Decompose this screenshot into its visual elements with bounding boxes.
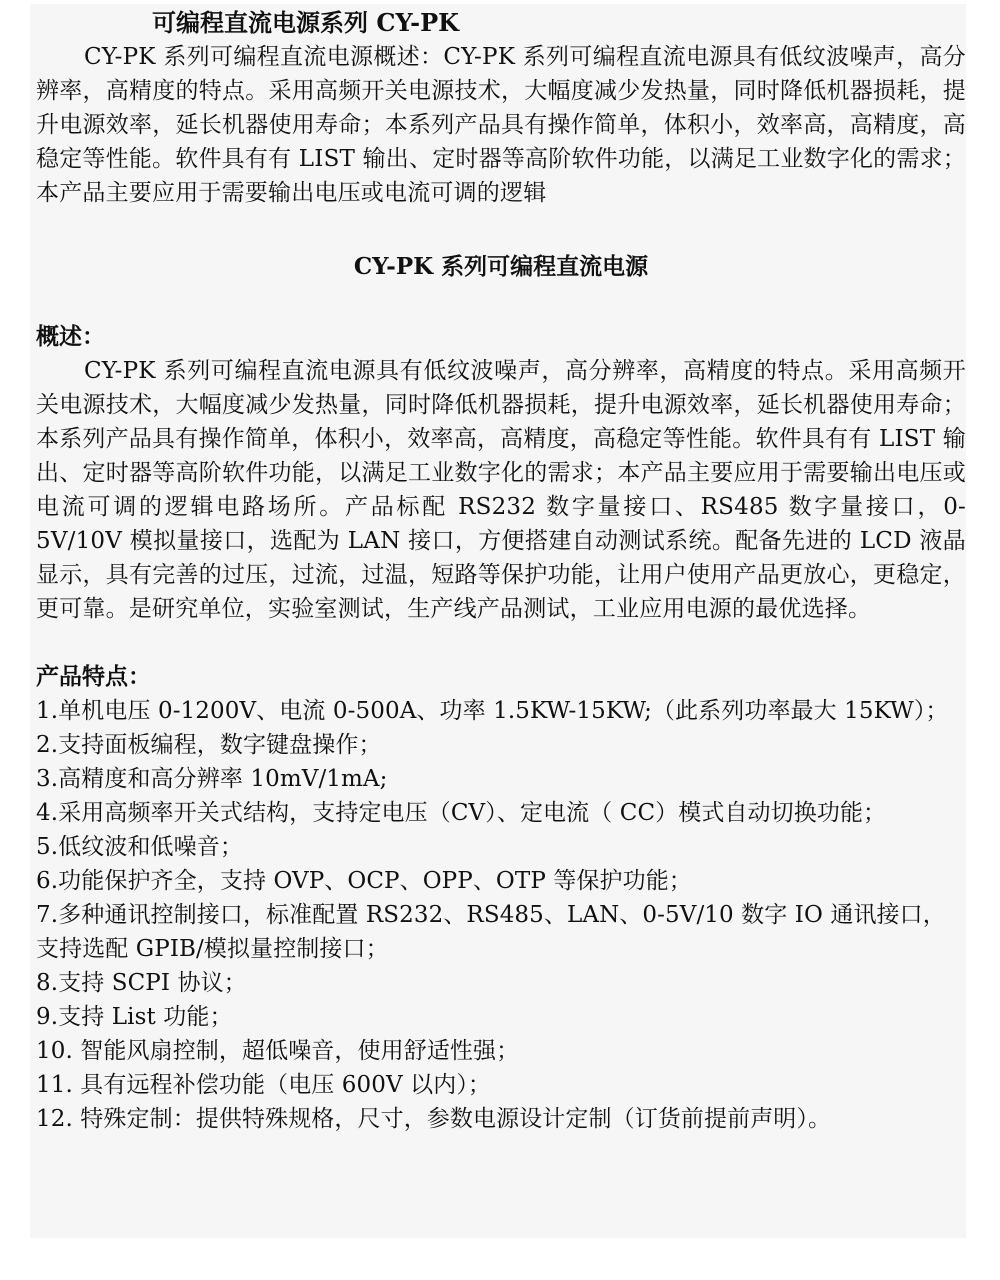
feature-item: 1.单机电压 0-1200V、电流 0-500A、功率 1.5KW-15KW;（此系列功率最大 15KW）； xyxy=(36,698,949,724)
intro-paragraph: CY-PK 系列可编程直流电源概述：CY-PK 系列可编程直流电源具有低纹波噪声，高分辨率，高精度的特点。采用高频开关电源技术，大幅度减少发热量，同时降低机器损耗，提升电源效率，延长机器使用寿命；本系列产品具有操作简单，体积小，效率高，高精度，高稳定等性能。软件具有有 LIST 输出、定时器等高阶软件功能，以满足工业数字化的需求；本产品主要应用于需要输出电压或电流可调的逻辑 xyxy=(36,44,966,206)
feature-item: 6.功能保护齐全，支持 OVP、OCP、OPP、OTP 等保护功能； xyxy=(36,868,692,894)
feature-item: 11. 具有远程补偿功能（电压 600V 以内）； xyxy=(36,1072,492,1098)
feature-item: 12. 特殊定制：提供特殊规格，尺寸，参数电源设计定制（订货前提前声明）。 xyxy=(36,1106,832,1132)
overview-heading: 概述： xyxy=(36,323,105,350)
feature-item: 5.低纹波和低噪音； xyxy=(36,834,243,860)
features-heading: 产品特点： xyxy=(36,663,151,690)
document-content xyxy=(36,6,966,1136)
feature-item: 8.支持 SCPI 协议； xyxy=(36,970,247,996)
features-list xyxy=(36,694,966,1136)
feature-item: 4.采用高频率开关式结构，支持定电压（CV）、定电流（ CC）模式自动切换功能； xyxy=(36,800,887,826)
feature-item: 3.高精度和高分辨率 10mV/1mA; xyxy=(36,766,388,792)
document-title: 可编程直流电源系列 CY-PK xyxy=(152,8,460,37)
section-title: CY-PK 系列可编程直流电源 xyxy=(353,253,649,280)
feature-item: 2.支持面板编程，数字键盘操作； xyxy=(36,732,382,758)
feature-item: 10. 智能风扇控制，超低噪音，使用舒适性强； xyxy=(36,1038,520,1064)
feature-item: 9.支持 List 功能； xyxy=(36,1004,233,1030)
overview-paragraph: CY-PK 系列可编程直流电源具有低纹波噪声，高分辨率，高精度的特点。采用高频开关电源技术，大幅度减少发热量，同时降低机器损耗，提升电源效率，延长机器使用寿命；本系列产品具有操作简单，体积小，效率高，高精度，高稳定等性能。软件具有有 LIST 输出、定时器等高阶软件功能，以满足工业数字化的需求；本产品主要应用于需要输出电压或电流可调的逻辑电路场所。产品标配 RS232 数字量接口、RS485 数字量接口，0-5V/10V 模拟量接口，选配为 LAN 接口，方便搭建自动测试系统。配备先进的 LCD 液晶显示，具有完善的过压，过流，过温，短路等保护功能，让用户使用产品更放心，更稳定，更可靠。是研究单位，实验室测试，生产线产品测试，工业应用电源的最优选择。 xyxy=(36,358,966,622)
feature-item: 7.多种通讯控制接口，标准配置 RS232、RS485、LAN、0-5V/10 数字 IO 通讯接口，支持选配 GPIB/模拟量控制接口； xyxy=(36,902,946,962)
